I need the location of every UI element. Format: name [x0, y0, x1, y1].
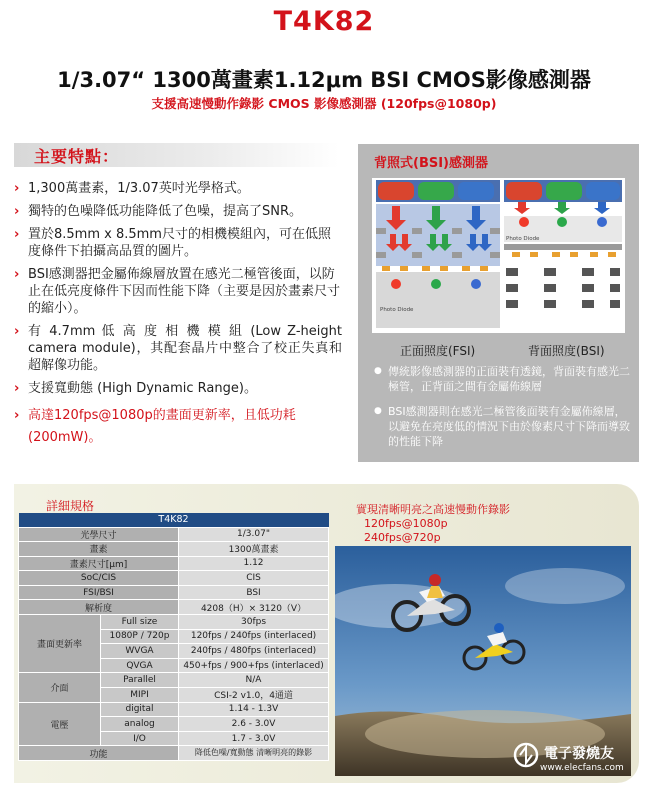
- table-row: 功能 降低色噪/寬動態 清晰明亮的錄影: [19, 746, 329, 761]
- table-row: 光學尺寸 1/3.07": [19, 527, 329, 542]
- photo-diode-left-label: Photo Diode: [380, 307, 414, 313]
- photo-diode-right-label: Photo Diode: [506, 236, 540, 242]
- chevron-right-icon: ›: [14, 408, 20, 423]
- chevron-right-icon: ›: [14, 181, 20, 196]
- features-header-text: 主要特點：: [34, 147, 120, 166]
- table-row: WVGA 240fps / 480fps (interlaced): [19, 644, 329, 659]
- bsi-bullet: ● 傳統影像感測器的正面裝有透鏡，背面裝有感光二極管，正背面之間有金屬佈線層: [374, 364, 630, 394]
- spec-table-header: T4K82: [19, 513, 329, 527]
- feature-item: › 高達120fps@1080p的畫面更新率，且低功耗 (200mW)。: [14, 405, 342, 449]
- headline: 1/3.07“ 1300萬畫素1.12μm BSI CMOS影像感測器: [57, 68, 591, 92]
- fsi-label: 正面照度(FSI): [400, 344, 476, 358]
- feature-item: › 置於8.5mm x 8.5mm尺寸的相機模組內，可在低照度條件下拍攝高品質的圖片。: [14, 227, 331, 259]
- feature-item: › 獨特的色噪降低功能降低了色噪，提高了SNR。: [14, 204, 303, 219]
- features-list: [14, 180, 342, 455]
- photo-caption-line1: 實現清晰明亮之高速慢動作錄影: [356, 503, 510, 516]
- table-row: I/O 1.7 - 3.0V: [19, 731, 329, 746]
- bsi-panel: [358, 144, 639, 462]
- photo-caption: [356, 503, 510, 545]
- fsi-bsi-diagram: [372, 178, 625, 333]
- bsi-bullets: [374, 364, 630, 459]
- table-row: QVGA 450+fps / 900+fps (interlaced): [19, 658, 329, 673]
- table-row: 畫面更新率 Full size 30fps: [19, 615, 329, 630]
- table-row: 電壓 digital 1.14 - 1.3V: [19, 702, 329, 717]
- features-header: [14, 143, 339, 167]
- chevron-right-icon: ›: [14, 324, 20, 339]
- bsi-bullet: ● BSI感測器則在感光二極管後面裝有金屬佈線層，以避免在亮度低的情況下由於像素尺寸下降而導致的性能下降: [374, 404, 630, 449]
- watermark-cn: 電子發燒友: [544, 746, 614, 762]
- page-title: T4K82: [273, 6, 375, 37]
- table-row: 畫素尺寸[μm] 1.12: [19, 556, 329, 571]
- table-row: MIPI CSI-2 v1.0，4通道: [19, 688, 329, 703]
- table-row: 1080P / 720p 120fps / 240fps (interlaced): [19, 629, 329, 644]
- spec-title: 詳細規格: [46, 499, 95, 513]
- table-row: FSI/BSI BSI: [19, 585, 329, 600]
- table-row: 介面 Parallel N/A: [19, 673, 329, 688]
- photo-caption-line3: 240fps@720p: [364, 531, 441, 544]
- photo-caption-line2: 120fps@1080p: [364, 517, 448, 530]
- chevron-right-icon: ›: [14, 267, 20, 282]
- chevron-right-icon: ›: [14, 381, 20, 396]
- table-row: analog 2.6 - 3.0V: [19, 717, 329, 732]
- watermark-en: www.elecfans.com: [540, 763, 624, 773]
- feature-item: › 有 4.7mm 低 高 度 相 機 模 組 (Low Z-height camera module)，其配套晶片中整合了校正失真和超解像功能。: [14, 324, 342, 373]
- chevron-right-icon: ›: [14, 227, 20, 242]
- table-row: 畫素 1300萬畫素: [19, 542, 329, 557]
- table-row: 解析度 4208（H）× 3120（V）: [19, 600, 329, 615]
- subline: 支援高速慢動作錄影 CMOS 影像感測器 (120fps@1080p): [151, 96, 497, 111]
- spec-table: [18, 513, 329, 761]
- chevron-right-icon: ›: [14, 204, 20, 219]
- table-row: SoC/CIS CIS: [19, 571, 329, 586]
- feature-item: › BSI感測器把金屬佈線層放置在感光二極管後面，以防止在低亮度條件下因而性能下降（主要是因於畫素尺寸的縮小）。: [14, 267, 341, 316]
- bsi-title: 背照式(BSI)感測器: [374, 156, 488, 171]
- feature-item: › 1,300萬畫素，1/3.07英吋光學格式。: [14, 181, 250, 196]
- bsi-label: 背面照度(BSI): [528, 344, 605, 358]
- feature-item: › 支援寬動態 (High Dynamic Range)。: [14, 381, 257, 396]
